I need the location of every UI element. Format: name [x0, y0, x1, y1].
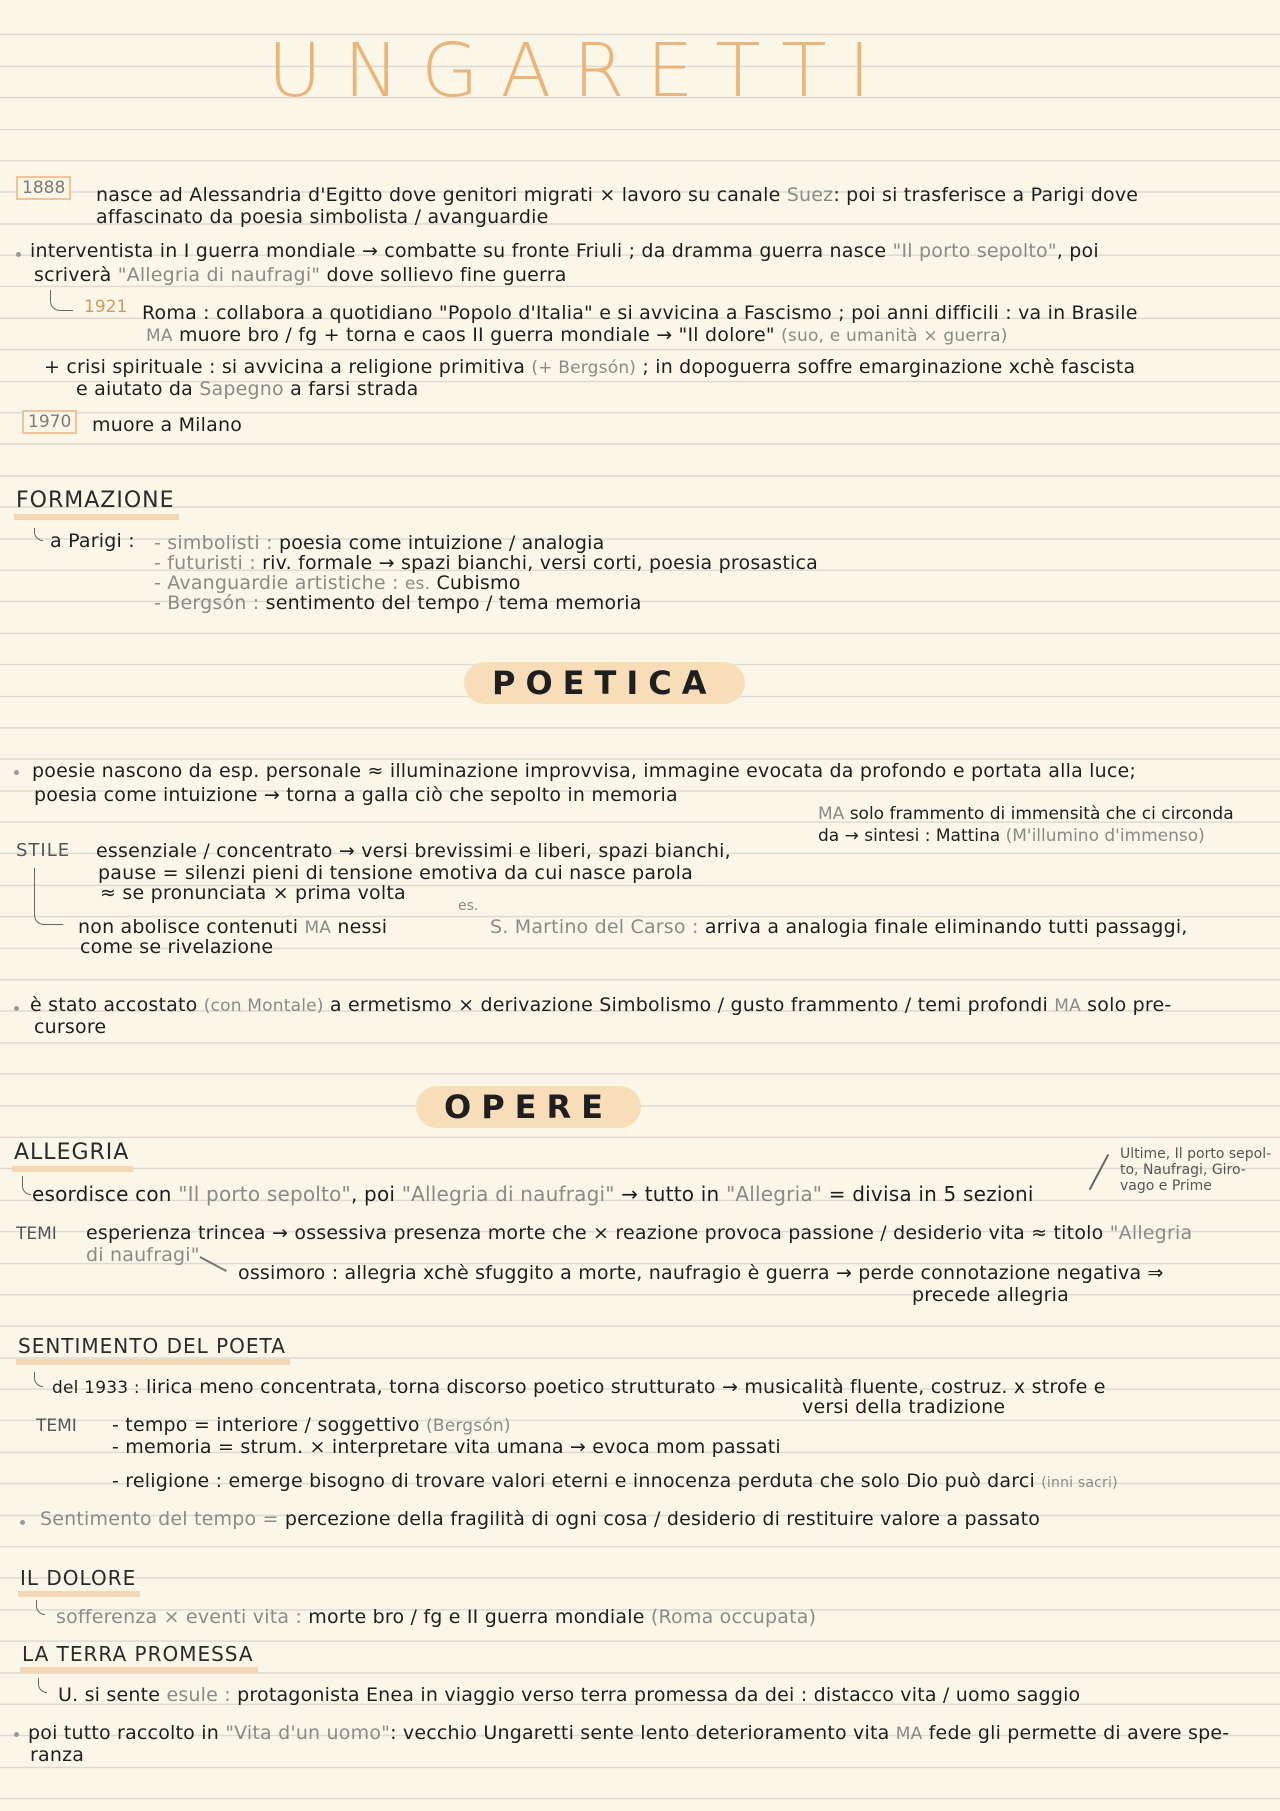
sentimento-definition: [40, 1508, 1040, 1530]
bio-line-6-ma: MA: [146, 326, 173, 346]
stile-line-4-nessi: nessi: [337, 916, 388, 938]
hook-arrow-icon: [36, 1600, 45, 1615]
sentimento-temi-note: (inni sacri): [1041, 1475, 1118, 1491]
allegria-temi-line-4: precede allegria: [912, 1284, 1069, 1306]
allegria-line-1: [32, 1182, 1034, 1206]
opere-heading: OPERE: [416, 1086, 641, 1128]
bio-line-7-end: ; in dopoguerra soffre emarginazione xchè fascista: [642, 356, 1136, 378]
hook-arrow-icon: [38, 1678, 47, 1693]
bio-line-4-end: dove sollievo fine guerra: [326, 264, 567, 286]
bullet-icon: [14, 1732, 19, 1737]
stile-line-4-text: non abolisce contenuti: [78, 916, 299, 938]
year-1921-label: 1921: [84, 297, 128, 317]
poetica-line-2: poesia come intuizione → torna a galla ciò che sepolto in memoria: [34, 784, 678, 806]
stile-example-text: arriva a analogia finale eliminando tutti passaggi,: [704, 916, 1188, 938]
bio-line-4-title: "Allegria di naufragi": [117, 264, 321, 286]
poetica-line-4-text: da → sintesi : Mattina: [818, 826, 1001, 846]
bio-line-1-text: nasce ad Alessandria d'Egitto dove genitori migrati × lavoro su canale: [96, 184, 781, 206]
terra-title: "Vita d'un uomo": [225, 1722, 391, 1744]
allegria-temi-line-3: ossimoro : allegria xchè sfuggito a morte, naufragio è guerra → perde connotazione negativa ⇒: [238, 1262, 1164, 1284]
allegria-temi-line-2: di naufragi": [86, 1244, 200, 1266]
divider-slash-icon: [1089, 1154, 1109, 1190]
allegria-temi-title: "Allegria: [1109, 1222, 1193, 1244]
stile-line-2: pause = silenzi pieni di tensione emotiva da cui nasce parola: [98, 862, 693, 884]
bio-line-3: [30, 240, 1099, 262]
terra-line-1: [58, 1684, 1080, 1706]
dolore-text-label: sofferenza × eventi vita :: [56, 1606, 303, 1628]
year-1970-badge: 1970: [22, 410, 77, 434]
formazione-item-bergson: [154, 592, 642, 614]
allegria-side-note-line: to, Naufragi, Giro-: [1120, 1162, 1246, 1178]
bio-line-3-end: , poi: [1056, 240, 1099, 262]
sentimento-definition-text: percezione della fragilità di ogni cosa / desiderio di restituire valore a passato: [284, 1508, 1041, 1530]
formazione-item-simbolisti: [154, 532, 605, 554]
bio-line-1-end: : poi si trasferisce a Parigi dove: [833, 184, 1139, 206]
bio-line-1-suez: Suez: [786, 184, 834, 206]
poetica-line-3: [818, 804, 1234, 824]
terra-ma: MA: [895, 1724, 923, 1744]
allegria-text-2: , poi: [350, 1182, 396, 1206]
sentimento-temi-text: - tempo = interiore / soggettivo: [112, 1414, 420, 1436]
hook-arrow-icon: [34, 528, 43, 541]
bullet-icon: [20, 1520, 25, 1525]
stile-example-title: S. Martino del Carso :: [490, 916, 699, 938]
formazione-item-text: poesia come intuizione / analogia: [278, 532, 605, 554]
bio-line-8-name: Sapegno: [199, 378, 284, 400]
bio-line-3-title: "Il porto sepolto": [892, 240, 1057, 262]
formazione-item-label: - Bergsón :: [154, 592, 260, 614]
dolore-line-1: [56, 1606, 816, 1628]
terra-esule: esule :: [166, 1684, 231, 1706]
sentimento-temi-religione: [112, 1470, 1118, 1492]
bio-line-8-text: e aiutato da: [76, 378, 194, 400]
stile-line-5: come se rivelazione: [80, 936, 274, 958]
poetica-line-4-note: (M'illumino d'immenso): [1005, 826, 1205, 846]
formazione-item-label: - Avanguardie artistiche :: [154, 572, 399, 594]
poetica-line-1: poesie nascono da esp. personale ≈ illuminazione improvvisa, immagine evocata da profondo e portata alla luce;: [32, 760, 1137, 782]
allegria-text-3: → tutto in: [621, 1182, 720, 1206]
page-title: UNGARETTI: [267, 28, 893, 114]
formazione-heading: FORMAZIONE: [14, 488, 179, 520]
formazione-item-es: es.: [404, 574, 431, 594]
sentimento-temi-memoria: - memoria = strum. × interpretare vita umana → evoca mom passati: [112, 1436, 781, 1458]
bullet-icon: [14, 1006, 19, 1011]
bio-line-6-note: (suo, e umanità × guerra): [781, 326, 1008, 346]
stile-line-3: ≈ se pronunciata × prima volta: [100, 882, 406, 904]
sentimento-temi-note: (Bergsón): [426, 1416, 511, 1436]
sentimento-temi-text: - religione : emerge bisogno di trovare valori eterni e innocenza perduta che solo Dio può darci: [112, 1470, 1035, 1492]
bio-line-1: [96, 184, 1138, 206]
ermetismo-line-1: [30, 994, 1171, 1016]
formazione-item-label: - futuristi :: [154, 552, 256, 574]
allegria-side-note-line: vago e Prime: [1120, 1178, 1212, 1194]
bio-line-9: muore a Milano: [92, 414, 243, 436]
stile-es: es.: [458, 898, 479, 914]
ermetismo-end: solo pre-: [1087, 994, 1172, 1016]
terra-line-3: ranza: [30, 1744, 85, 1766]
stile-label: STILE: [16, 840, 71, 861]
terra-text-4: : vecchio Ungaretti sente lento deterioramento vita: [390, 1722, 890, 1744]
stile-line-4-ma: MA: [304, 918, 332, 938]
formazione-item-text: Cubismo: [436, 572, 521, 594]
bullet-icon: [16, 252, 21, 257]
ermetismo-text-2: a ermetismo × derivazione Simbolismo / gusto frammento / temi profondi: [329, 994, 1048, 1016]
allegria-side-note: [1120, 1146, 1271, 1194]
year-1888-badge: 1888: [16, 176, 71, 200]
sentimento-temi-tempo: [112, 1414, 511, 1436]
bio-line-7-note: (+ Bergsón): [531, 358, 637, 378]
hook-arrow-icon: [50, 290, 73, 311]
allegria-title-1: "Il porto sepolto": [178, 1182, 351, 1206]
formazione-label: a Parigi :: [50, 530, 135, 552]
bio-line-7: [44, 356, 1135, 378]
terra-text-3: poi tutto raccolto in: [28, 1722, 219, 1744]
stile-line-4: [78, 916, 387, 938]
allegria-temi-line-1: [86, 1222, 1192, 1244]
allegria-title-2: "Allegria di naufragi": [401, 1182, 615, 1206]
formazione-item-text: sentimento del tempo / tema memoria: [265, 592, 642, 614]
bio-line-6-text: muore bro / fg + torna e caos II guerra mondiale → "Il dolore": [178, 324, 775, 346]
allegria-text-4: = divisa in 5 sezioni: [828, 1182, 1034, 1206]
terra-promessa-heading: LA TERRA PROMESSA: [20, 1642, 258, 1673]
bio-line-6: [146, 324, 1008, 346]
sentimento-text: lirica meno concentrata, torna discorso poetico strutturato → musicalità fluente, costruz. x strofe e: [146, 1376, 1106, 1398]
bio-line-8: [76, 378, 418, 400]
bio-line-8-end: a farsi strada: [290, 378, 419, 400]
formazione-item-avanguardie: [154, 572, 521, 594]
sentimento-definition-term: Sentimento del tempo =: [40, 1508, 279, 1530]
ermetismo-text: è stato accostato: [30, 994, 198, 1016]
bio-line-5: Roma : collabora a quotidiano "Popolo d'Italia" e si avvicina a Fascismo ; poi anni difficili : va in Brasile: [142, 302, 1138, 324]
ermetismo-line-2: cursore: [34, 1016, 107, 1038]
terra-text-2: protagonista Enea in viaggio verso terra promessa da dei : distacco vita / uomo saggio: [237, 1684, 1081, 1706]
dolore-text: morte bro / fg e II guerra mondiale: [308, 1606, 645, 1628]
bio-line-2: affascinato da poesia simbolista / avanguardie: [96, 206, 549, 228]
terra-text: U. si sente: [58, 1684, 161, 1706]
formazione-item-label: - simbolisti :: [154, 532, 273, 554]
hook-arrow-icon: [34, 1372, 43, 1387]
bio-line-4: [34, 264, 567, 286]
sentimento-temi-label: TEMI: [36, 1416, 77, 1436]
arrow-line-icon: [200, 1256, 227, 1271]
allegria-side-note-line: Ultime, Il porto sepol-: [1120, 1146, 1272, 1162]
sentimento-line-1: [52, 1376, 1106, 1398]
allegria-temi-label: TEMI: [16, 1224, 57, 1244]
formazione-item-futuristi: [154, 552, 818, 574]
hook-arrow-icon: [34, 868, 63, 925]
allegria-temi-text: esperienza trincea → ossessiva presenza morte che × reazione provoca passione / desiderio vita ≈ titolo: [86, 1222, 1104, 1244]
bio-line-7-text: + crisi spirituale : si avvicina a religione primitiva: [44, 356, 526, 378]
sentimento-line-2: versi della tradizione: [802, 1396, 1006, 1418]
poetica-line-3-text: solo frammento di immensità che ci circonda: [849, 804, 1234, 824]
allegria-heading: ALLEGRIA: [12, 1140, 133, 1172]
hook-arrow-icon: [22, 1176, 31, 1195]
ermetismo-note: (con Montale): [203, 996, 324, 1016]
poetica-line-3-ma: MA: [818, 804, 845, 824]
stile-example: [490, 916, 1188, 938]
sentimento-date: del 1933 :: [52, 1378, 140, 1398]
dolore-note: (Roma occupata): [650, 1606, 817, 1628]
formazione-item-text: riv. formale → spazi bianchi, versi corti, poesia prosastica: [262, 552, 818, 574]
dolore-heading: IL DOLORE: [18, 1566, 140, 1597]
terra-text-5: fede gli permette di avere spe-: [928, 1722, 1230, 1744]
ermetismo-ma: MA: [1054, 996, 1081, 1016]
allegria-text: esordisce con: [32, 1182, 172, 1206]
poetica-line-4: [818, 826, 1205, 846]
bio-line-3-text: interventista in I guerra mondiale → combatte su fronte Friuli ; da dramma guerra nasce: [30, 240, 887, 262]
bullet-icon: [14, 770, 19, 775]
poetica-heading: POETICA: [464, 662, 745, 704]
bio-line-4-text: scriverà: [34, 264, 112, 286]
stile-line-1: essenziale / concentrato → versi brevissimi e liberi, spazi bianchi,: [96, 840, 731, 862]
allegria-title-3: "Allegria": [725, 1182, 823, 1206]
sentimento-heading: SENTIMENTO DEL POETA: [16, 1334, 290, 1365]
terra-line-2: [28, 1722, 1229, 1744]
